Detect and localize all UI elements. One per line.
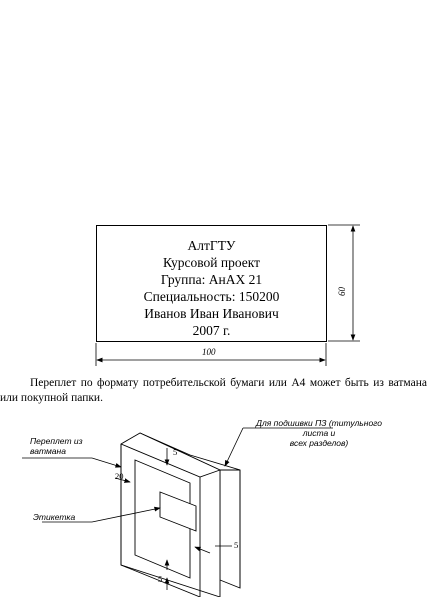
label-line-author: Иванов Иван Иванович <box>144 306 279 321</box>
dim-right-value: 5 <box>234 540 239 550</box>
label-line-year: 2007 г. <box>192 323 231 338</box>
paragraph-line-1: Переплет по формату потребительской бумаги или А4 может быть из ватмана <box>30 377 427 389</box>
filing-label <box>244 418 394 448</box>
dim-bottom-value: 5 <box>158 574 163 584</box>
description-paragraph <box>0 376 427 406</box>
binding-label-line-2: ватмана <box>30 446 66 456</box>
label-line-university: АлтГТУ <box>187 238 236 253</box>
binding-diagram <box>121 433 240 597</box>
height-dimension <box>328 225 360 341</box>
label-line-project: Курсовой проект <box>162 255 261 270</box>
height-value: 60 <box>337 287 347 296</box>
width-value: 100 <box>202 347 216 357</box>
binding-label-line-1: Переплет из <box>30 436 83 446</box>
filing-label-line-2: всех разделов) <box>289 438 349 448</box>
label-line-specialty: Специальность: 150200 <box>143 289 280 304</box>
paragraph-line-2: или покупной папки. <box>0 392 103 404</box>
sticker-label: Этикетка <box>33 512 76 522</box>
binding-label <box>30 436 83 456</box>
dim-top-value: 5 <box>173 447 178 457</box>
filing-label-line-1: Для подшивки ПЗ (титульного листа и <box>255 418 383 438</box>
label-line-group: Группа: АнАХ 21 <box>160 272 263 287</box>
dim-left-value: 20 <box>115 471 124 481</box>
